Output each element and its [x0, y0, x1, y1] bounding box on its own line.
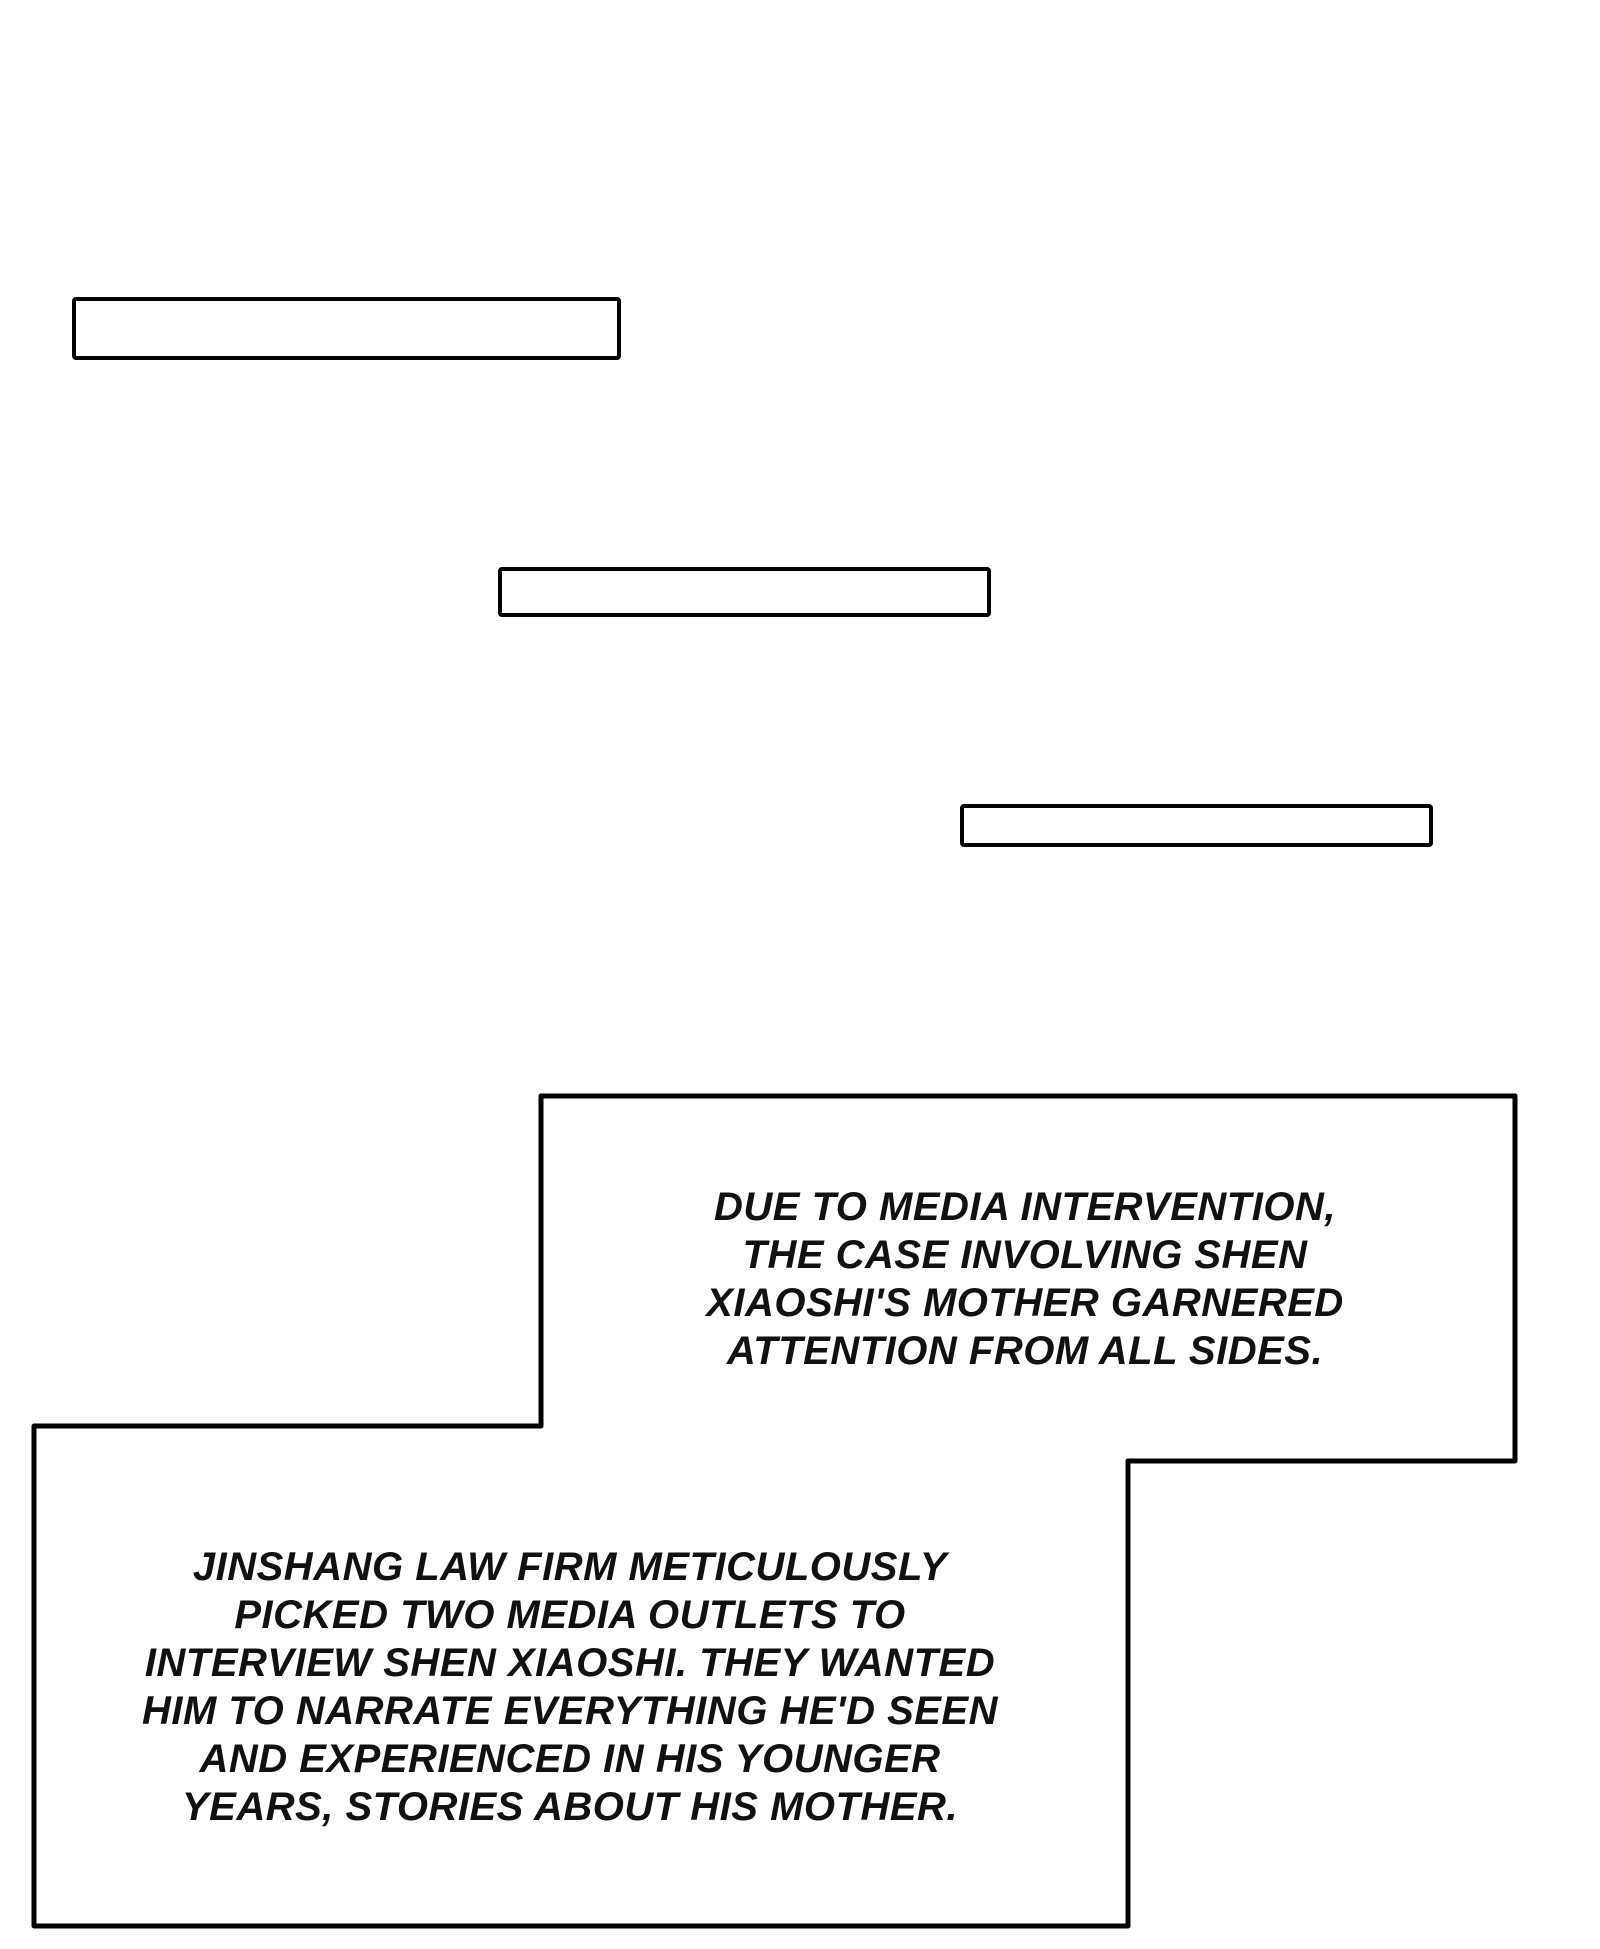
- narration-caption-bottom: JINSHANG LAW FIRM METICULOUSLY PICKED TWO MEDIA OUTLETS TO INTERVIEW SHEN XIAOSHI. THEY WANTED HIM TO NARRATE EVERYTHING HE'D SEEN AND EXPERIENCED IN HIS YOUNGER YEARS, STORIES ABOUT HIS MOTHER.: [142, 1545, 998, 1829]
- narration-caption-top: DUE TO MEDIA INTERVENTION, THE CASE INVOLVING SHEN XIAOSHI'S MOTHER GARNERED ATTENTION FROM ALL SIDES.: [706, 1185, 1344, 1373]
